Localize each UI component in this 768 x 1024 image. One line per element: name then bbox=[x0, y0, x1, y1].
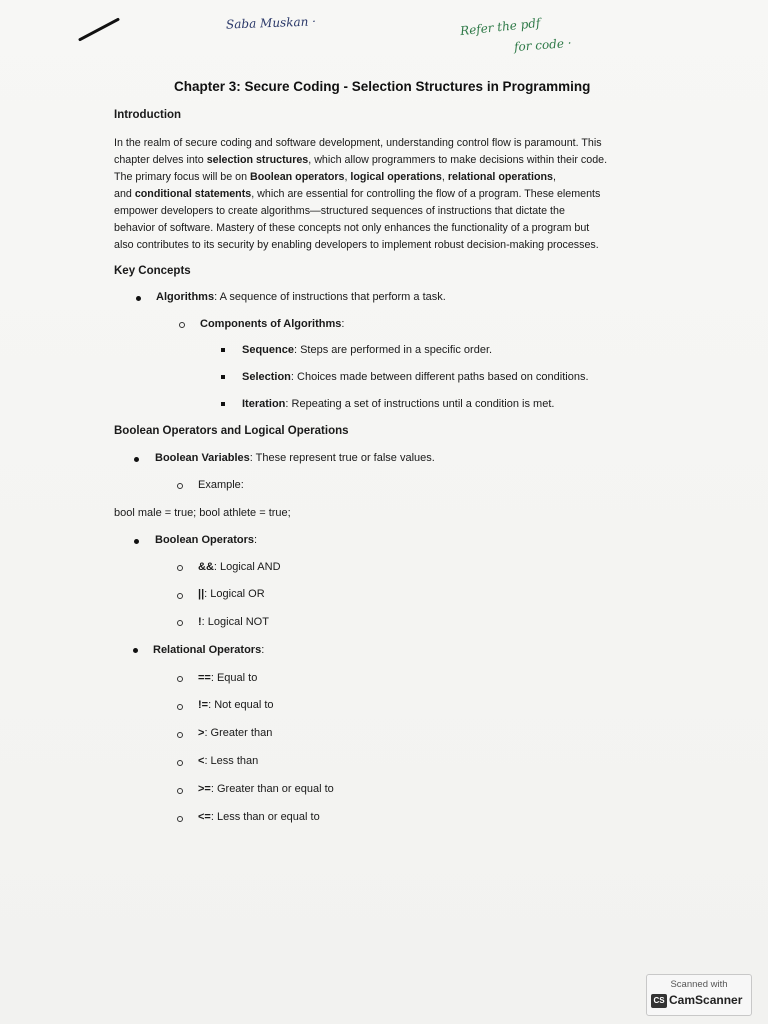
intro-line: The primary focus will be on Boolean operators, logical operations, relational operations, bbox=[114, 171, 556, 183]
handwritten-note-line1: Refer the pdf bbox=[459, 15, 542, 39]
bullet-icon bbox=[134, 457, 139, 462]
chapter-title: Chapter 3: Secure Coding - Selection Structures in Programming bbox=[174, 79, 591, 94]
square-bullet-icon bbox=[221, 375, 225, 379]
intro-line: In the realm of secure coding and software development, understanding control flow is paramount. This bbox=[114, 137, 602, 149]
square-bullet-icon bbox=[221, 402, 225, 406]
camscanner-logo-icon: CS bbox=[651, 994, 667, 1008]
intro-line: chapter delves into selection structures, which allow programmers to make decisions within their code. bbox=[114, 154, 608, 166]
circle-bullet-icon bbox=[177, 593, 183, 599]
sequence-item: Sequence: Steps are performed in a specific order. bbox=[242, 344, 493, 356]
circle-bullet-icon bbox=[177, 620, 183, 626]
not-equal-item: !=: Not equal to bbox=[198, 699, 274, 711]
square-bullet-icon bbox=[221, 348, 225, 352]
bullet-icon bbox=[136, 296, 141, 301]
circle-bullet-icon bbox=[177, 760, 183, 766]
code-example: bool male = true; bool athlete = true; bbox=[114, 507, 291, 519]
boolean-operators-item: Boolean Operators: bbox=[155, 534, 258, 546]
logical-and-item: &&: Logical AND bbox=[198, 561, 281, 573]
watermark-name: CamScanner bbox=[669, 993, 743, 1007]
intro-line: and conditional statements, which are essential for controlling the flow of a program. These elements bbox=[114, 188, 601, 200]
boolean-heading: Boolean Operators and Logical Operations bbox=[114, 425, 349, 437]
intro-line: also contributes to its security by enabling developers to implement robust decision-making processes. bbox=[114, 239, 599, 251]
bullet-icon bbox=[133, 648, 138, 653]
less-than-item: <: Less than bbox=[198, 755, 259, 767]
intro-line: empower developers to create algorithms—structured sequences of instructions that dictate the bbox=[114, 205, 565, 217]
circle-bullet-icon bbox=[177, 676, 183, 682]
less-equal-item: <=: Less than or equal to bbox=[198, 811, 320, 823]
greater-equal-item: >=: Greater than or equal to bbox=[198, 783, 334, 795]
logical-or-item: ||: Logical OR bbox=[198, 588, 265, 600]
selection-item: Selection: Choices made between different paths based on conditions. bbox=[242, 371, 589, 383]
intro-line: behavior of software. Mastery of these concepts not only enhances the functionality of a program but bbox=[114, 222, 590, 234]
key-concepts-heading: Key Concepts bbox=[114, 265, 191, 277]
iteration-item: Iteration: Repeating a set of instructions until a condition is met. bbox=[242, 398, 555, 410]
handwritten-note-line2: for code · bbox=[513, 36, 572, 54]
equal-item: ==: Equal to bbox=[198, 672, 258, 684]
algorithms-item: Algorithms: A sequence of instructions that perform a task. bbox=[156, 291, 446, 303]
circle-bullet-icon bbox=[177, 483, 183, 489]
intro-heading: Introduction bbox=[114, 109, 182, 121]
bullet-icon bbox=[134, 539, 139, 544]
handwritten-author: Saba Muskan · bbox=[225, 14, 317, 32]
circle-bullet-icon bbox=[177, 732, 183, 738]
example-label: Example: bbox=[198, 479, 244, 491]
circle-bullet-icon bbox=[177, 788, 183, 794]
camscanner-watermark bbox=[646, 974, 752, 1016]
boolean-variables-item: Boolean Variables: These represent true or false values. bbox=[155, 452, 435, 464]
circle-bullet-icon bbox=[177, 704, 183, 710]
circle-bullet-icon bbox=[179, 322, 185, 328]
watermark-caption: Scanned with bbox=[670, 979, 728, 990]
greater-than-item: >: Greater than bbox=[198, 727, 273, 739]
components-item: Components of Algorithms: bbox=[200, 318, 345, 330]
circle-bullet-icon bbox=[177, 816, 183, 822]
circle-bullet-icon bbox=[177, 565, 183, 571]
intro-paragraph bbox=[114, 135, 674, 254]
logical-not-item: !: Logical NOT bbox=[198, 616, 269, 628]
relational-operators-item: Relational Operators: bbox=[153, 644, 265, 656]
